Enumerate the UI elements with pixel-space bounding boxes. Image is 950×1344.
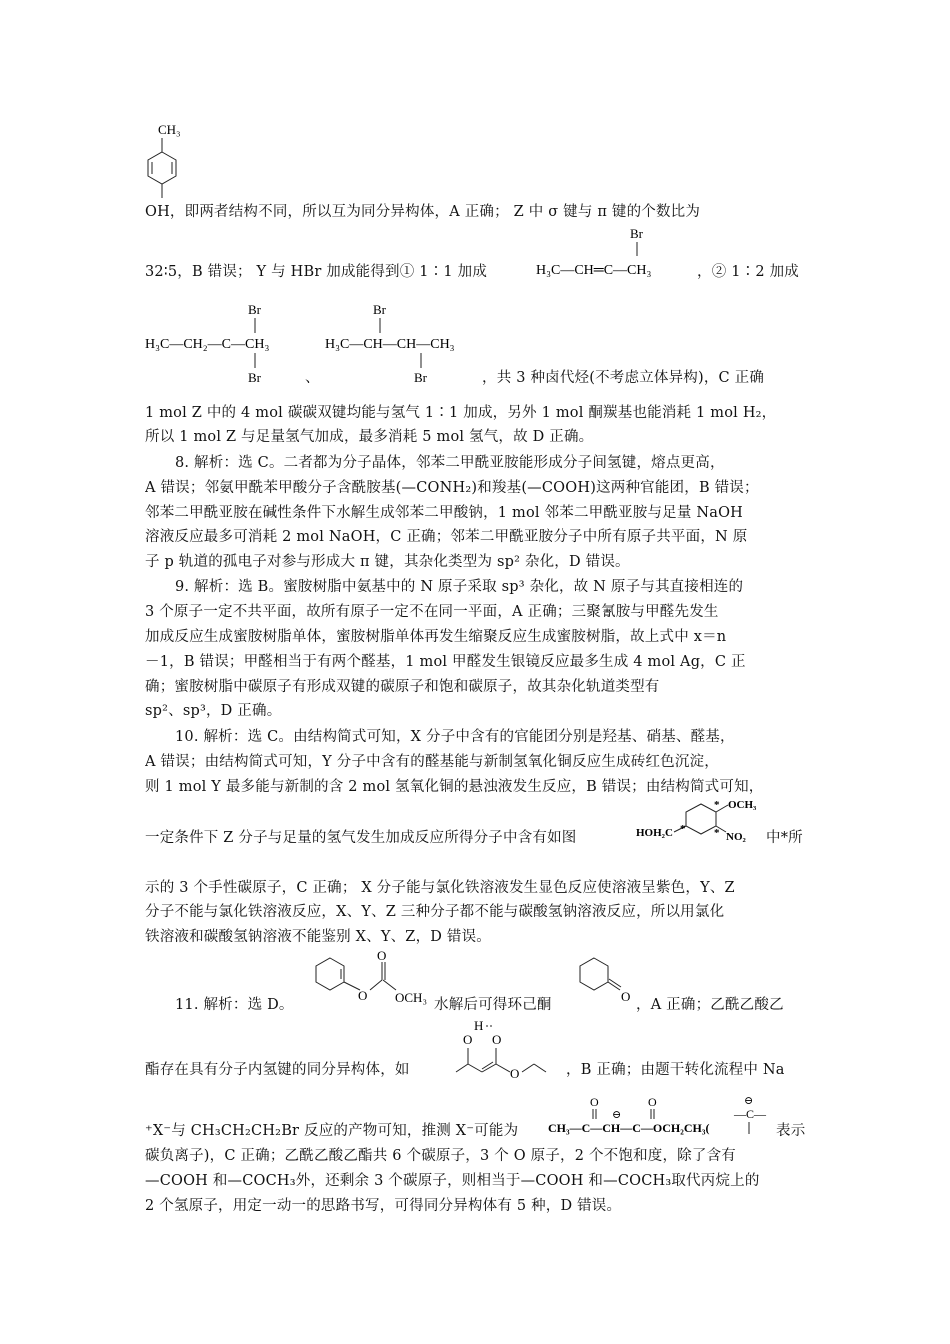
br-label: Br — [248, 370, 261, 385]
answer-9-line: sp²、sp³，D 正确。 — [145, 703, 282, 719]
answer-11-line: ，B 正确；由题干转化流程中 Na — [566, 1062, 785, 1078]
answer-11-line: 11. 解析：选 D。 — [175, 997, 294, 1013]
dibromobutane-2-2-structure — [145, 298, 315, 390]
bromo-butene-structure — [536, 224, 706, 284]
carbanion-structure — [548, 1092, 778, 1144]
text-line: ，共 3 种卤代烃(不考虑立体异构)，C 正确 — [482, 370, 765, 386]
answer-8-line: 子 p 轨道的孤电子对参与形成大 π 键，其杂化类型为 sp² 杂化，D 错误。 — [145, 554, 630, 570]
text-line: 、 — [305, 370, 320, 386]
answer-11-line: ，A 正确；乙酰乙酸乙 — [636, 997, 784, 1013]
answer-9-line: 加成反应生成蜜胺树脂单体，蜜胺树脂单体再发生缩聚反应生成蜜胺树脂，故上式中 x＝n — [145, 629, 727, 645]
answer-11-line: —COOH 和—COCH₃外，还剩余 3 个碳原子，则相当于—COOH 和—COCH₃取代丙烷上的 — [145, 1173, 760, 1189]
cyclohexanone-structure — [574, 952, 639, 1006]
text-line: 1 mol Z 中的 4 mol 碳碳双键均能与氢气 1∶1 加成，另外 1 mol 酮羰基也能消耗 1 mol H₂， — [145, 405, 777, 421]
answer-8-line: 溶液反应最多可消耗 2 mol NaOH，C 正确；邻苯二甲酰亚胺分子中所有原子共平面，N 原 — [145, 529, 748, 545]
answer-10-line: 则 1 mol Y 最多能与新制的含 2 mol 氢氧化铜的悬浊液发生反应，B 错误；由结构简式可知， — [145, 779, 764, 795]
och3-label: OCH₃ — [395, 990, 427, 1005]
o-label: O — [492, 1032, 502, 1047]
answer-11-line: 水解后可得环己酮 — [434, 997, 552, 1013]
cyclohexane-chiral-structure — [636, 792, 766, 848]
answer-9-line: 3 个原子一定不共平面，故所有原子一定不在同一平面，A 正确；三聚氰胺与甲醛先发生 — [145, 604, 719, 620]
enol-hydrogen-bond-structure — [430, 1016, 565, 1080]
enol-ester-structure — [308, 948, 433, 1010]
minus-sign: ⊖ — [612, 1109, 622, 1121]
o-label: O — [648, 1095, 657, 1109]
text-line: OH，即两者结构不同，所以互为同分异构体，A 正确； Z 中 σ 键与 π 键的个数比为 — [145, 204, 701, 220]
answer-8-line: A 错误；邻氨甲酰苯甲酸分子含酰胺基(—CONH₂)和羧基(—COOH)这两种官能团，B 错误； — [145, 480, 759, 496]
answer-10-line: A 错误；由结构简式可知，Y 分子中含有的醛基能与新制氢氧化铜反应生成砖红色沉淀， — [145, 754, 719, 770]
dibromobutane-2-3-structure — [325, 298, 495, 390]
formula-label: H₃C—CH═C—CH₃ — [536, 263, 652, 278]
answer-10-line: 示的 3 个手性碳原子，C 正确； X 分子能与氯化铁溶液发生显色反应使溶液呈紫色，Y、Z — [145, 880, 735, 896]
answer-8-line: 邻苯二甲酰亚胺在碱性条件下水解生成邻苯二甲酸钠，1 mol 邻苯二甲酰亚胺与足量 NaOH — [145, 505, 744, 521]
br-label: Br — [248, 302, 261, 317]
answer-11-line: 2 个氢原子，用定一动一的思路书写，可得同分异构体有 5 种，D 错误。 — [145, 1198, 622, 1214]
h-label: H — [474, 1018, 484, 1033]
answer-10-line: 10. 解析：选 C。由结构简式可知，X 分子中含有的官能团分别是羟基、硝基、醛基， — [175, 729, 735, 745]
formula-label: H₃C—CH—CH—CH₃ — [325, 337, 455, 352]
o-label: O — [621, 989, 631, 1004]
answer-9-line: －1，B 错误；甲醛相当于有两个醛基，1 mol 甲醛发生银镜反应最多生成 4 mol Ag，C 正 — [145, 654, 746, 670]
answer-11-line: 碳负离子)，C 正确；乙酰乙酸乙酯共 6 个碳原子，3 个 O 原子，2 个不饱和度，除了含有 — [145, 1148, 736, 1164]
answer-9-line: 9. 解析：选 B。蜜胺树脂中氨基中的 N 原子采取 sp³ 杂化，故 N 原子与其直接相连的 — [175, 579, 744, 595]
formula-label: H₃C—CH₂—C—CH₃ — [145, 337, 270, 352]
answer-10-line: 铁溶液和碳酸氢钠溶液不能鉴别 X、Y、Z，D 错误。 — [145, 929, 492, 945]
formula-label: CH₃—C—CH—C—OCH₂CH₃( — [548, 1121, 710, 1135]
o-label: O — [590, 1095, 599, 1109]
text-line: 32∶5，B 错误； Y 与 HBr 加成能得到① 1∶1 加成 — [145, 264, 488, 280]
o-label: O — [463, 1032, 473, 1047]
answer-11-line: 表示 — [776, 1123, 806, 1139]
ch3-label: CH₃ — [158, 122, 181, 137]
answer-9-line: 确；蜜胺树脂中碳原子有形成双键的碳原子和饱和碳原子，故其杂化轨道类型有 — [145, 679, 660, 695]
br-label: Br — [373, 302, 386, 317]
answer-10-line: 分子不能与氯化铁溶液反应，X、Y、Z 三种分子都不能与碳酸氢钠溶液反应，所以用氯化 — [145, 904, 725, 920]
hoh2c-label: HOH₂C — [636, 827, 673, 839]
no2-label: NO₂ — [726, 831, 746, 843]
o-label: O — [358, 988, 368, 1003]
o-label: O — [377, 948, 387, 963]
och3-label: OCH₃ — [728, 799, 757, 811]
c-label: —C— — [734, 1107, 767, 1121]
answer-8-line: 8. 解析：选 C。二者都为分子晶体，邻苯二甲酰亚胺能形成分子间氢键，熔点更高， — [175, 455, 725, 471]
answer-11-line: 酯存在具有分子内氢键的同分异构体，如 — [145, 1062, 410, 1078]
minus-sign: ⊖ — [744, 1095, 754, 1107]
chiral-star: * — [714, 827, 720, 839]
answer-10-line: 中*所 — [766, 830, 803, 846]
br-label: Br — [630, 226, 643, 241]
answer-11-line: ⁺X⁻与 CH₃CH₂CH₂Br 反应的产物可知，推测 X⁻可能为 — [145, 1123, 519, 1139]
o-label: O — [510, 1066, 520, 1080]
chiral-star: * — [680, 823, 686, 835]
text-line: ，② 1∶2 加成 — [697, 264, 799, 280]
br-label: Br — [414, 370, 427, 385]
text-line: 所以 1 mol Z 与足量氢气加成，最多消耗 5 mol 氢气，故 D 正确。 — [145, 429, 594, 445]
chiral-star: * — [714, 799, 720, 811]
answer-10-line: 一定条件下 Z 分子与足量的氢气发生加成反应所得分子中含有如图 — [145, 830, 577, 846]
